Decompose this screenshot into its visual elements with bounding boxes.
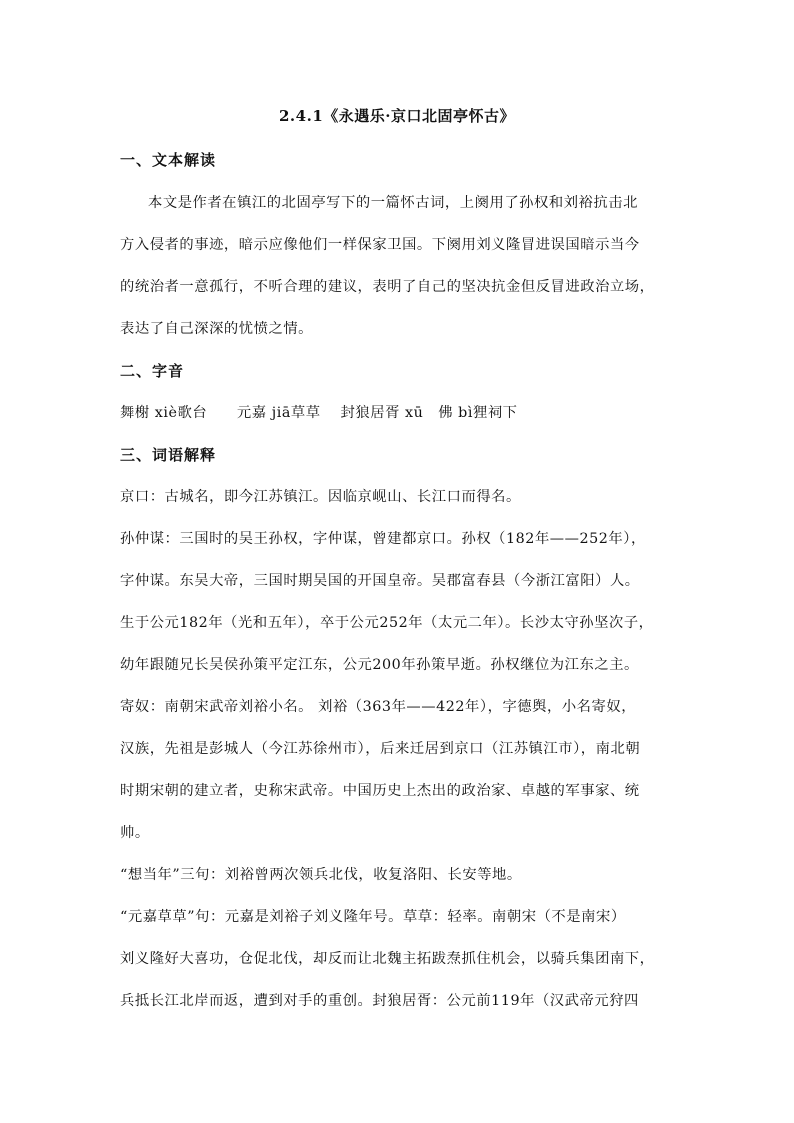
explanation-line: 字仲谋。东吴大帝，三国时期吴国的开国皇帝。吴郡富春县（今浙江富阳）人。 (120, 573, 640, 589)
paragraph-line: 表达了自己深深的忧愤之情。 (120, 321, 314, 337)
document-title: 2.4.1《永遇乐·京口北固亭怀古》 (279, 107, 515, 125)
explanation-line: “元嘉草草”句：元嘉是刘裕子刘义隆年号。草草：轻率。南朝宋（不是南宋） (120, 909, 626, 925)
explanation-line: 幼年跟随兄长吴侯孙策平定江东，公元200年孙策早逝。孙权继位为江东之主。 (120, 657, 639, 673)
explanation-line: 刘义隆好大喜功，仓促北伐，却反而让北魏主拓跋焘抓住机会，以骑兵集团南下， (120, 951, 655, 967)
explanation-line: 帅。 (120, 825, 150, 841)
paragraph-line: 的统治者一意孤行，不听合理的建议，表明了自己的坚决抗金但反冒进政治立场， (120, 279, 655, 295)
explanation-line: 寄奴：南朝宋武帝刘裕小名。 刘裕（363年——422年），字德舆，小名寄奴， (120, 699, 637, 715)
section-heading-word-explanations: 三、词语解释 (120, 446, 217, 464)
explanation-line: “想当年”三句：刘裕曾两次领兵北伐，收复洛阳、长安等地。 (120, 867, 522, 883)
explanation-line: 京口：古城名，即今江苏镇江。因临京岘山、长江口而得名。 (120, 489, 521, 505)
explanation-line: 兵抵长江北岸而返，遭到对手的重创。封狼居胥：公元前119年（汉武帝元狩四 (120, 993, 639, 1009)
paragraph-line: 方入侵者的事迹，暗示应像他们一样保家卫国。下阕用刘义隆冒进误国暗示当今 (120, 237, 640, 253)
explanation-line: 生于公元182年（光和五年），卒于公元252年（太元二年）。长沙太守孙坚次子， (120, 615, 654, 631)
paragraph-line: 本文是作者在镇江的北固亭写下的一篇怀古词，上阕用了孙权和刘裕抗击北 (148, 195, 638, 211)
explanation-line: 时期宋朝的建立者，史称宋武帝。中国历史上杰出的政治家、卓越的军事家、统 (120, 783, 640, 799)
pronunciation-line: 舞榭 xiè歌台 元嘉 jiā草草 封狼居胥 xū 佛 bì狸祠下 (120, 405, 518, 421)
explanation-line: 孙仲谋：三国时的吴王孙权，字仲谋，曾建都京口。孙权（182年——252年）， (120, 531, 646, 547)
section-heading-pronunciation: 二、字音 (120, 362, 185, 380)
explanation-line: 汉族，先祖是彭城人（今江苏徐州市），后来迁居到京口（江苏镇江市），南北朝 (120, 741, 641, 757)
section-heading-text-reading: 一、文本解读 (120, 151, 217, 169)
